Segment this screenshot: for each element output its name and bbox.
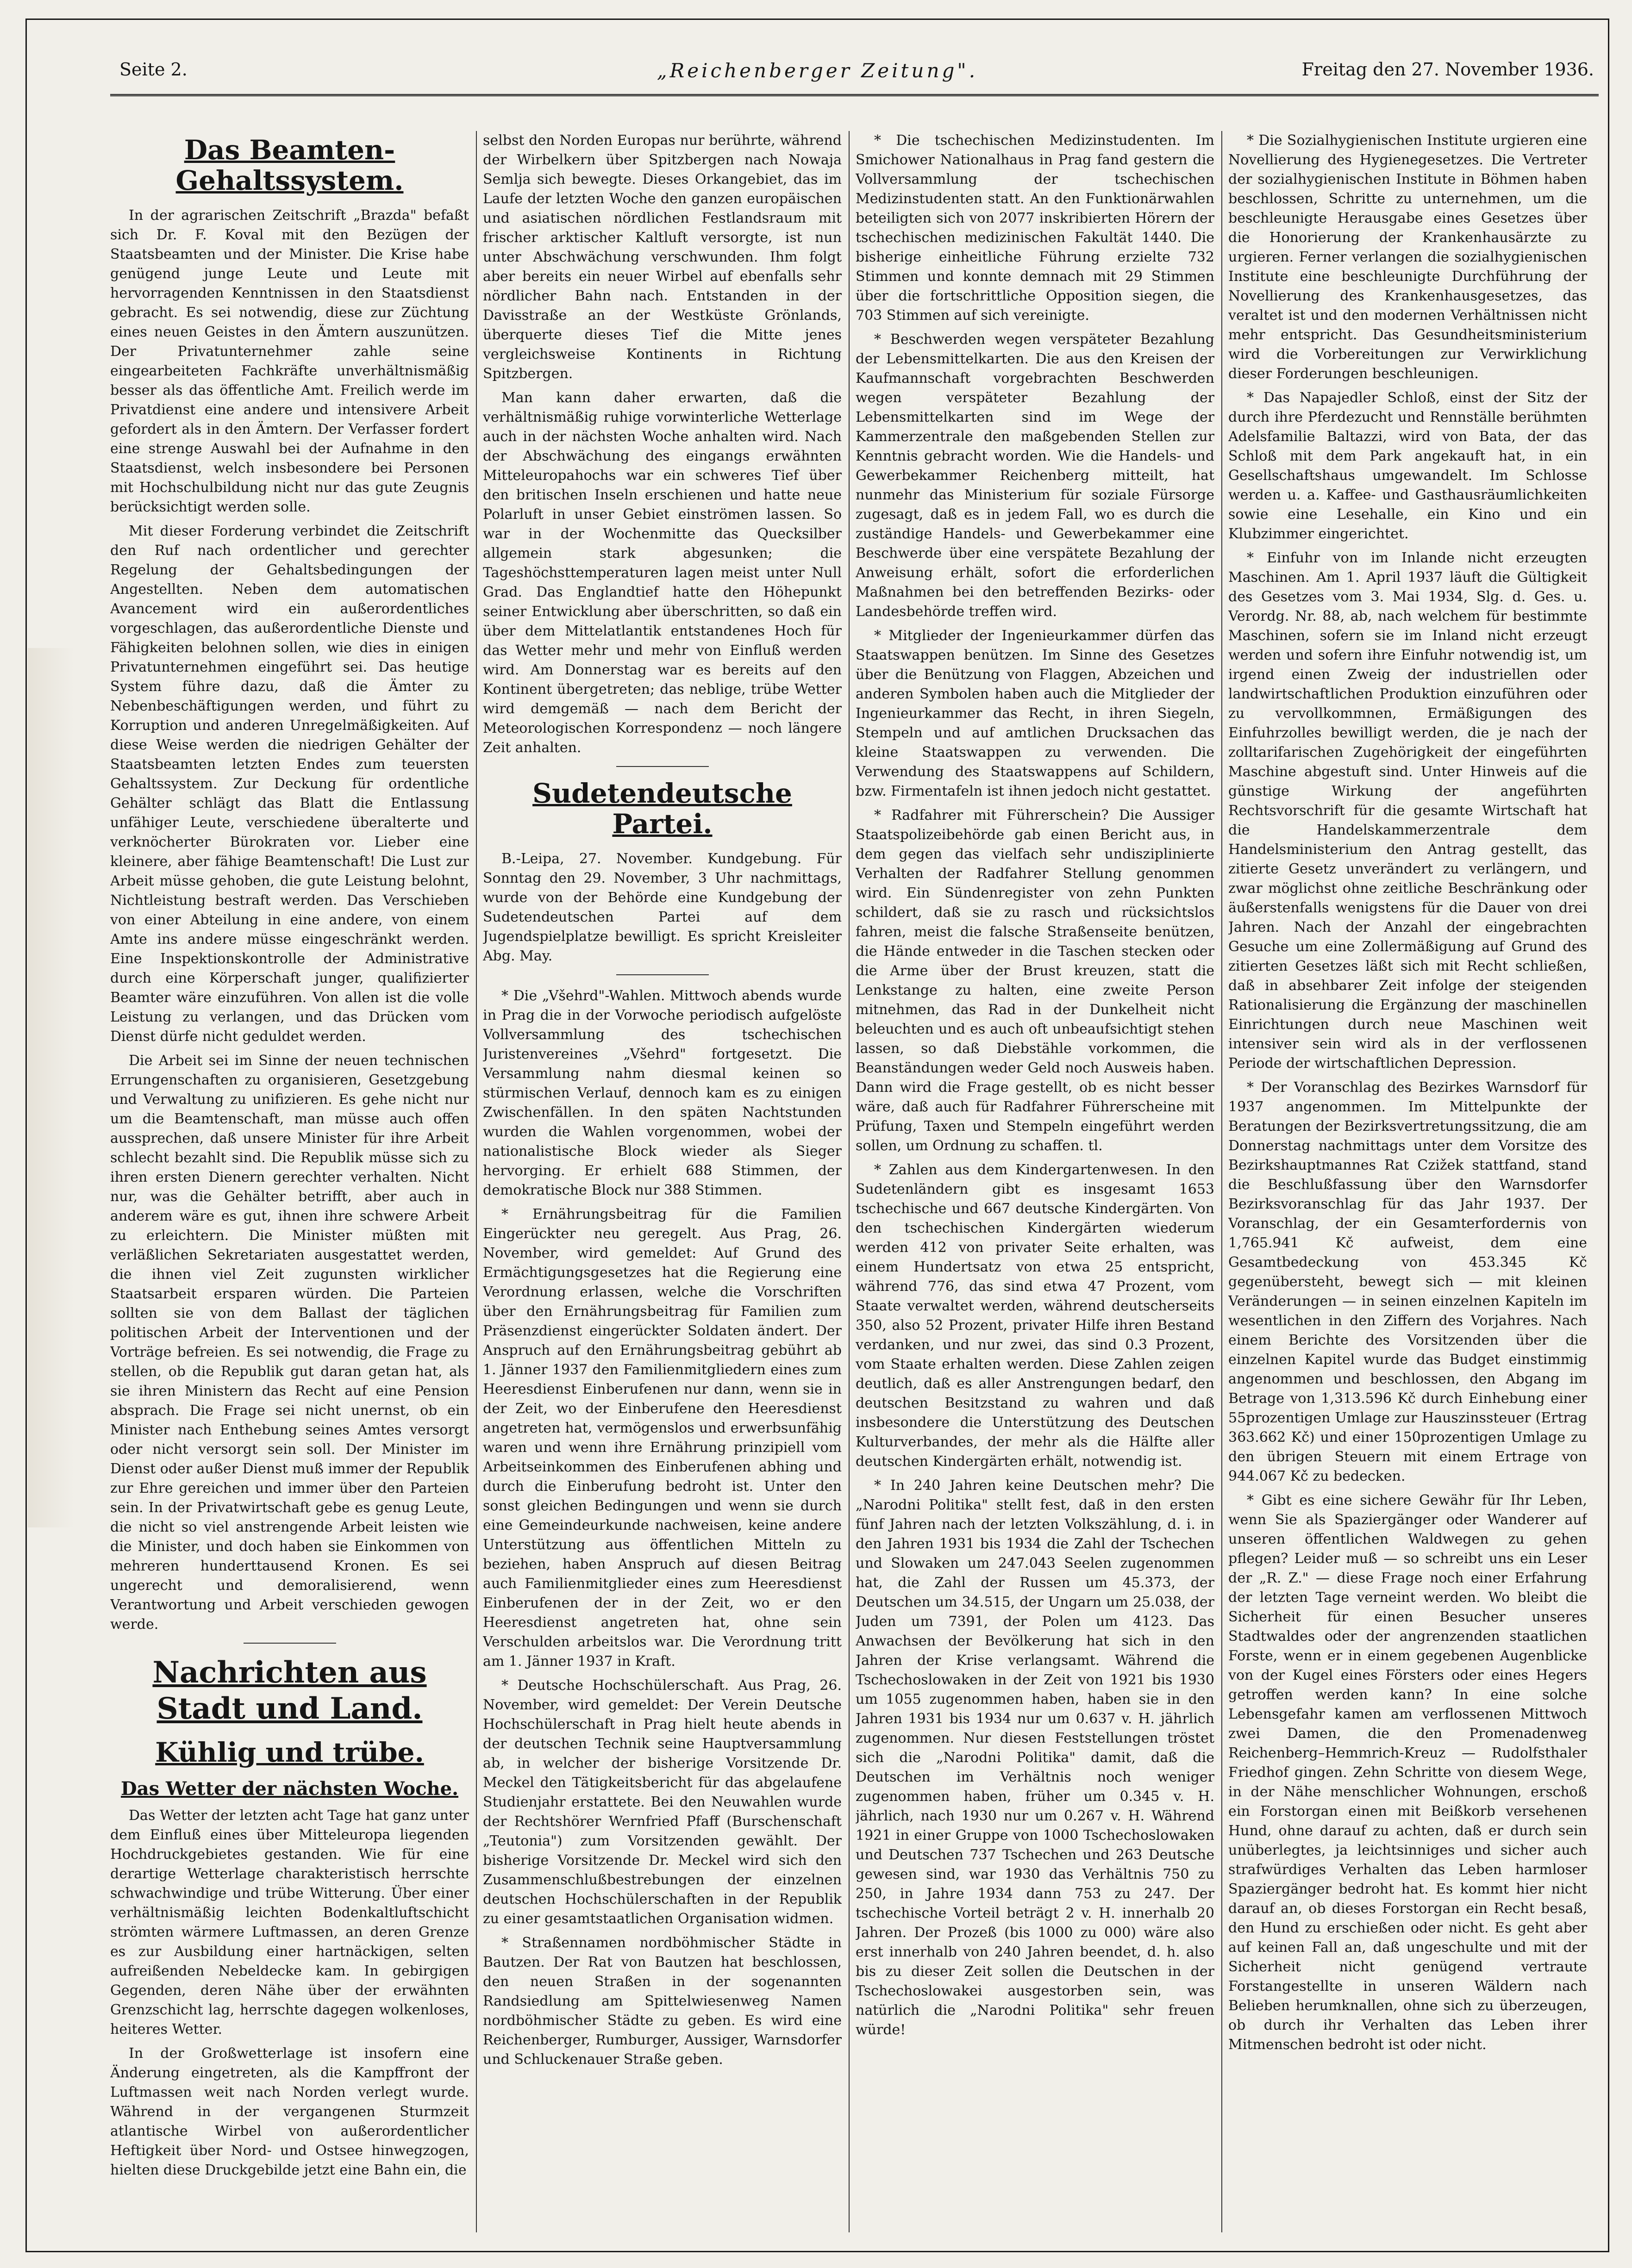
- news-item: * Straßennamen nordböhmischer Städte in Bautzen. Der Rat von Bautzen hat beschlossen, den neuen Straßen in der sogenannten Randsiedlung am Spittelwiesenweg Namen nordböhmischer Städte zu geben. Es wird eine Reichenberger, Rumburger, Aussiger, Warnsdorfer und Schluckenauer Straße geben.: [483, 1935, 842, 2068]
- article-paragraph: In der Großwetterlage ist insofern eine Änderung eingetreten, als die Kampffront der Luftmassen weit nach Norden verlegt wurde. Während in der vergangenen Sturmzeit atlantische Wirbel von außerordentlicher Heftigkeit über Nord- und Ostsee hinwegzogen, hielten diese Druckgebilde jetzt eine Bahn ein, die: [110, 2045, 469, 2178]
- issue-date: Freitag den 27. November 1936.: [1301, 59, 1594, 80]
- article-paragraph: Mit dieser Forderung verbindet die Zeitschrift den Ruf nach ordentlicher und gerechter Regelung der Gehaltsbedingungen der Angestellten. Neben dem automatischen Avancement wird ein außerordentliches vorgeschlagen, das außerordentliche Dienste und Fähigkeiten belohnen sollen, wie dies in einigen Privatunternehmen eingeführt sei. Das heutige System führe dazu, daß die Ämter zu Nebenbeschäftigungen werden, und führt zu Korruption und anderen Unregelmäßigkeiten. Auf diese Weise werden die niedrigen Gehälter der Staatsbeamten letzten Endes zum teuersten Gehaltssystem. Zur Deckung für ordentliche Gehälter schlägt das Blatt die Entlassung unfähiger Leute, verschiedene überalterte und verknöcherter Bürokraten vor. Lieber eine kleinere, aber fähige Beamtenschaft! Die Lust zur Arbeit müsse gehoben, die gute Leistung belohnt, Nichtleistung bestraft werden. Das Verschieben von einer Abteilung in eine andere, von einem Amte ins andere müsse eingeschränkt werden. Eine Inspektionskontrolle der Administrative durch eine Körperschaft junger, qualifizierter Beamter wäre einzuführen. Von allen ist die volle Leistung zu verlangen, und das Drücken vom Dienst dürfe nicht geduldet werden.: [110, 523, 469, 1045]
- column-rule: [1221, 131, 1222, 2232]
- section-divider: [616, 974, 709, 975]
- news-item: * Die Sozialhygienischen Institute urgieren eine Novellierung des Hygienegesetzes. Die Vertreter der sozialhygienischen Institute in Böhmen haben beschlossen, Schritte zu unternehmen, um die beschleunigte Herausgabe eines Gesetzes über die Honorierung der Krankenhausärzte zu urgieren. Ferner verlangen die sozialhygienischen Institute eine beschleunigte Durchführung der Novellierung des Krankenhausgesetzes, das veraltet ist und den modernen Verhältnissen nicht mehr entspricht. Das Gesundheitsministerium wird die Vorbereitungen zur Verwirklichung dieser Forderungen beschleunigen.: [1228, 132, 1587, 382]
- news-item: * Beschwerden wegen verspäteter Bezahlung der Lebensmittelkarten. Die aus den Kreisen der Kaufmannschaft vorgebrachten Beschwerden wegen verspäteter Bezahlung der Lebensmittelkarten sind im Wege der Kammerzentrale den maßgebenden Stellen zur Kenntnis gebracht worden. Wie die Handels- und Gewerbekammer Reichenberg mitteilt, hat nunmehr das Ministerium für soziale Fürsorge zugesagt, daß es in jedem Fall, wo es durch die zuständige Handels- und Gewerbekammer eine Beschwerde über eine verspätete Bezahlung der Anweisung erhält, sofort die erforderlichen Maßnahmen bei den betreffenden Bezirks- oder Landesbehörde treffen wird.: [856, 331, 1214, 620]
- article-paragraph: selbst den Norden Europas nur berührte, während der Wirbelkern über Spitzbergen nach Nowaja Semlja sich bewegte. Dieses Orkangebiet, das im Laufe der letzten Woche den ganzen europäischen und asiatischen nördlichen Festlandsraum mit frischer arktischer Kaltluft versorgte, ist nun unter Abschwächung verschwunden. Ihm folgt aber bereits ein neuer Wirbel auf ebenfalls sehr nördlicher Bahn nach. Entstanden in der Davisstraße an der Westküste Grönlands, überquerte dieses Tief die Mitte jenes vergleichsweise Kontinents in Richtung Spitzbergen.: [483, 132, 842, 382]
- newspaper-title: „Reichenberger Zeitung".: [657, 59, 978, 82]
- news-item: * In 240 Jahren keine Deutschen mehr? Die „Narodni Politika" stellt fest, daß in den ersten fünf Jahren nach der letzten Volkszählung, d. i. in den Jahren 1931 bis 1934 die Zahl der Tschechen und Slowaken um 247.043 Seelen zugenommen hat, die Zahl der Russen um 45.373, der Deutschen um 34.515, der Ungarn um 25.038, der Juden um 7391, der Polen um 4123. Das Anwachsen der Bevölkerung hat sich in den Jahren der Krise verlangsamt. Während die Tschechoslowaken in der Zeit von 1921 bis 1930 um 1055 zugenommen haben, haben sie in den Jahren 1931 bis 1934 nur um 0.637 v. H. jährlich zugenommen. Nur diesen Feststellungen tröstet sich die „Narodni Politika" damit, daß die Deutschen im Verhältnis noch weniger zugenommen haben, früher um 0.345 v. H. jährlich, nach 1930 nur um 0.267 v. H. Während 1921 in einer Gruppe von 1000 Tschechoslowaken und Deutschen 737 Tschechen und 263 Deutsche gewesen sind, war 1930 das Verhältnis 750 zu 250, in Jahre 1934 dann 753 zu 247. Der tschechische Vorteil beträgt 2 v. H. innerhalb 20 Jahren. Der Prozeß (bis 1000 zu 000) wäre also erst innerhalb von 240 Jahren beendet, d. h. also bis zu dieser Zeit sollen die Deutschen in der Tschechoslowakei ausgestorben sein, was natürlich die „Narodni Politika" sehr freuen würde!: [856, 1477, 1214, 2038]
- section-headline-nachrichten: Nachrichten aus Stadt und Land.: [152, 1655, 427, 1726]
- column-4: [1228, 131, 1587, 2232]
- news-item: * Die „Všehrd"-Wahlen. Mittwoch abends wurde in Prag die in der Vorwoche periodisch aufgelöste Vollversammlung des tschechischen Juristenvereines „Všehrd" fortgesetzt. Die Versammlung nahm diesmal keinen so stürmischen Verlauf, dennoch kam es zu einigen Zwischenfällen. In den späten Nachtstunden wurden die Wahlen vorgenommen, wobei der nationalistische Block wieder als Sieger hervorging. Er erhielt 688 Stimmen, der demokratische Block nur 388 Stimmen.: [483, 988, 842, 1198]
- news-item: * Gibt es eine sichere Gewähr für Ihr Leben, wenn Sie als Spaziergänger oder Wanderer auf unseren öffentlichen Waldwegen zu gehen pflegen? Leider muß — so schreibt uns ein Leser der „R. Z." — diese Frage noch einer Erfahrung der letzten Tage verneint werden. Wo bleibt die Sicherheit für einen Besucher unseres Stadtwaldes oder der angrenzenden staatlichen Forste, wenn er in einem gegebenen Augenblicke von der Kugel eines Försters oder eines Hegers getroffen werden kann? In eine solche Lebensgefahr kamen am verflossenen Mittwoch zwei Damen, die den Promenadenweg Reichenberg–Hemmrich-Kreuz — Rudolfsthaler Friedhof gingen. Zehn Schritte von diesem Wege, in der Nähe menschlicher Wohnungen, erschoß ein Forstorgan einen mit Beißkorb versehenen Hund, ohne darauf zu achten, daß er durch sein unüberlegtes, ja leichtsinniges und sicher auch strafwürdiges Verhalten das Leben harmloser Spaziergänger bedroht hat. Es kommt hier nicht darauf an, ob dieses Forstorgan ein Recht besaß, den Hund zu erschießen oder nicht. Es geht aber auf keinen Fall an, daß ungeschulte und mit der Sicherheit nicht genügend vertraute Forstangestellte in unseren Wäldern nach Belieben herumknallen, ohne sich zu überzeugen, ob durch ihr Verhalten das Leben ihrer Mitmenschen bedroht ist oder nicht.: [1228, 1492, 1587, 2053]
- news-item: B.-Leipa, 27. November. Kundgebung. Für Sonntag den 29. November, 3 Uhr nachmittags, wurde von der Behörde eine Kundgebung der Sudetendeutschen Partei auf dem Jugendspielplatze bewilligt. Es spricht Kreisleiter Abg. May.: [483, 851, 842, 964]
- news-item: * Einfuhr von im Inlande nicht erzeugten Maschinen. Am 1. April 1937 läuft die Gültigkeit des Gesetzes vom 3. Mai 1934, Slg. d. Ges. u. Verordg. Nr. 88, ab, nach welchem für bestimmte Maschinen, sofern sie im Inland nicht erzeugt werden und sofern ihre Einfuhr notwendig ist, um irgend einen Zweig der industriellen oder landwirtschaftlichen Produktion einzuführen oder zu vervollkommnen, Ermäßigungen des Einfuhrzolles bewilligt werden, die je nach der zolltarifarischen Zugehörigkeit der eingeführten Maschine abgestuft sind. Unter Hinweis auf die günstige Wirkung der angeführten Rechtsvorschrift für die gesamte Wirtschaft hat die Handelskammerzentrale dem Handelsministerium den Antrag gestellt, das zitierte Gesetz unverändert zu verlängern, und zwar möglichst ohne zeitliche Beschränkung oder äußerstenfalls wenigstens für die Dauer von drei Jahren. Nach der Anzahl der eingebrachten Gesuche um eine Zollermäßigung auf Grund des zitierten Gesetzes läßt sich mit Recht schließen, daß in absehbarer Zeit infolge der steigenden Rationalisierung die Ergänzung der maschinellen Einrichtungen durch neue Maschinen weit intensiver sein wird als in der verflossenen Periode der wirtschaftlichen Depression.: [1228, 550, 1587, 1072]
- page-number: Seite 2.: [119, 59, 188, 80]
- headline-beamten-gehaltssystem: Das Beamten-Gehaltssystem.: [175, 134, 404, 196]
- column-3: [856, 131, 1214, 2232]
- news-item: * Der Voranschlag des Bezirkes Warnsdorf für 1937 angenommen. Im Mittelpunkte der Beratungen der Bezirksvertretungssitzung, die am Donnerstag nachmittags unter dem Vorsitze des Bezirkshauptmannes Rat Czižek stattfand, stand die Beschlußfassung über den Warnsdorfer Bezirksvoranschlag für das Jahr 1937. Der Voranschlag, der ein Gesamterfordernis von 1,765.941 Kč aufweist, dem eine Gesamtbedeckung von 453.345 Kč gegenübersteht, bewegt sich — mit kleinen Veränderungen — in seinen einzelnen Kapiteln im wesentlichen in den Ziffern des Vorjahres. Nach einem Berichte des Vorsitzenden über die einzelnen Kapitel wurde das Budget einstimmig angenommen und beschlossen, den Abgang im Betrage von 1,313.596 Kč durch Einhebung einer 55prozentigen Umlage zur Hauszinssteuer (Ertrag 363.662 Kč) und einer 150prozentigen Umlage zu den übrigen Steuern mit einem Ertrage von 944.067 Kč zu bedecken.: [1228, 1079, 1587, 1484]
- news-item: * Zahlen aus dem Kindergartenwesen. In den Sudetenländern gibt es insgesamt 1653 tschechische und 667 deutsche Kindergärten. Von den tschechischen Kindergärten wiederum werden 412 von privater Seite erhalten, was einem Hundertsatz von etwa 25 entspricht, während 776, das sind etwa 47 Prozent, vom Staate verwaltet werden, während deutscherseits 350, also 52 Prozent, privater Hilfe ihren Bestand verdanken, und nur zwei, das sind 0.3 Prozent, vom Staate erhalten werden. Diese Zahlen zeigen deutlich, daß es aller Anstrengungen bedarf, den deutschen Besitzstand zu wahren und daß insbesondere die Unterstützung des Deutschen Kulturverbandes, der mehr als die Hälfte aller deutschen Kindergärten erhält, notwendig ist.: [856, 1162, 1214, 1470]
- subheadline-wetter: Das Wetter der nächsten Woche.: [120, 1778, 459, 1800]
- section-divider: [616, 766, 709, 767]
- masthead: [27, 20, 1608, 131]
- column-2: [483, 131, 842, 2232]
- article-paragraph: Das Wetter der letzten acht Tage hat ganz unter dem Einfluß eines über Mitteleuropa liegenden Hochdruckgebietes gestanden. Wie für eine derartige Wetterlage charakteristisch herrschte schwachwindige und trübe Witterung. Über einer verhältnismäßig leichten Bodenkaltluftschicht strömten wärmere Luftmassen, an deren Grenze es zur Ausbildung einer hartnäckigen, selten aufreißenden Nebeldecke kam. In gebirgigen Gegenden, deren Nähe über der erwähnten Grenzschicht lag, herrschte dagegen wolkenloses, heiteres Wetter.: [110, 1807, 469, 2037]
- headline-sudetendeutsche-partei: Sudetendeutsche Partei.: [532, 778, 792, 840]
- column-rule: [849, 131, 850, 2232]
- article-paragraph: Die Arbeit sei im Sinne der neuen technischen Errungenschaften zu organisieren, Gesetzgebung und Verwaltung zu unifizieren. Es gehe nicht nur um die Beamtenschaft, man müsse auch offen aussprechen, daß unsere Minister für ihre Arbeit schlecht bezahlt sind. Die Republik müsse sich zu ihren ersten Dienern gerechter verhalten. Nicht nur, was die Gehälter betrifft, aber auch in anderem wäre es gut, ihnen ihre schwere Arbeit zu erleichtern. Die Minister müßten mit verläßlichen Sekretariaten ausgestattet werden, die ihnen viel Zeit zugunsten wirklicher Staatsarbeit ersparen würden. Die Parteien sollten sie von dem Ballast der täglichen politischen Arbeit der Interventionen und der Vorträge befreien. Es sei notwendig, die Frage zu stellen, ob die Republik gut daran getan hat, als sie ihren Ministern das Recht auf eine Pension absprach. Die Frage sei nicht unernst, ob ein Minister nach Enthebung seines Amtes versorgt oder nicht versorgt sein soll. Der Minister im Dienst oder außer Dienst muß immer der Republik zur Ehre gereichen und immer über den Parteien sein. In der Privatwirtschaft gebe es genug Leute, die nicht so viel anstrengende Arbeit leisten wie die Minister, und doch haben sie Einkommen von mehreren hunderttausend Kronen. Es sei ungerecht und demoralisierend, wenn Verantwortung und Arbeit verschieden gewogen werde.: [110, 1053, 469, 1632]
- news-item: * Ernährungsbeitrag für die Familien Eingerückter neu geregelt. Aus Prag, 26. November, wird gemeldet: Auf Grund des Ermächtigungsgesetzes hat die Regierung eine Verordnung erlassen, welche die Vorschriften über den Ernährungsbeitrag für Familien zum Präsenzdienst eingerückter Soldaten ändert. Der Anspruch auf den Ernährungsbeitrag gebührt ab 1. Jänner 1937 den Familienmitgliedern eines zum Heeresdienst Einberufenen nur dann, wenn sie in der Zeit, wo der Einberufene den Heeresdienst angetreten hat, vermögenslos und erwerbsunfähig waren und wenn ihre Ernährung prinzipiell vom Arbeitseinkommen des Einberufenen abhing und durch die Einberufung bedroht ist. Unter den sonst gleichen Bedingungen und wenn sie durch eine Gemeindeurkunde nachweisen, keine andere Unterstützung aus öffentlichen Mitteln zu beziehen, haben Anspruch auf diesen Beitrag auch Familienmitglieder eines zum Heeresdienst Einberufenen der in der Zeit, wo er den Heeresdienst angetreten hat, ohne sein Verschulden arbeitslos war. Die Verordnung tritt am 1. Jänner 1937 in Kraft.: [483, 1206, 842, 1670]
- news-item: * Die tschechischen Medizinstudenten. Im Smichower Nationalhaus in Prag fand gestern die Vollversammlung der tschechischen Medizinstudenten statt. An den Funktionärwahlen beteiligten sich von 2077 inskribierten Hörern der tschechischen medizinischen Fakultät 1440. Die bisherige einheitliche Führung erzielte 732 Stimmen und konnte demnach mit 29 Stimmen über die fortschrittliche Opposition siegen, die 703 Stimmen auf sich vereinigte.: [856, 132, 1214, 324]
- section-divider: [244, 1643, 336, 1644]
- masthead-rule: [110, 94, 1599, 96]
- news-item: * Radfahrer mit Führerschein? Die Aussiger Staatspolizeibehörde gab einen Bericht aus, in dem gegen das vielfach sehr undisziplinierte Verhalten der Radfahrer Stellung genommen wird. Ein Sündenregister von zehn Punkten schildert, daß sie zu rasch und rücksichtslos fahren, meist die falsche Straßenseite benützen, die Hände entweder in die Taschen stecken oder die Arme über der Brust kreuzen, statt die Lenkstange zu halten, eine zweite Person mitnehmen, das Rad in der Dunkelheit nicht beleuchten und es auch oft unbeaufsichtigt stehen lassen, so daß Diebstähle vorkommen, die Beanständungen weder Geld noch Ausweis haben. Dann wird die Frage gestellt, ob es nicht besser wäre, daß auch für Radfahrer Führerscheine mit Prüfung, Taxen und Stempeln eingeführt werden sollen, um Ordnung zu schaffen. tl.: [856, 807, 1214, 1154]
- newspaper-page: [25, 19, 1609, 2252]
- news-item: * Deutsche Hochschülerschaft. Aus Prag, 26. November, wird gemeldet: Der Verein Deutsche Hochschülerschaft in Prag hielt heute abends in der deutschen Technik seine Hauptversammlung ab, in welcher der bisherige Vorsitzende Dr. Meckel den Tätigkeitsbericht für das abgelaufene Studienjahr erstattete. Bei den Neuwahlen wurde der Rechtshörer Wernfried Pfaff (Burschenschaft „Teutonia") zum Vorsitzenden gewählt. Der bisherige Vorsitzende Dr. Meckel wird sich den Zusammenschlußbestrebungen der einzelnen deutschen Hochschülerschaften in der Republik zu einer gesamtstaatlichen Organisation widmen.: [483, 1677, 842, 1927]
- headline-kuehlig-und-truebe: Kühlig und trübe.: [155, 1737, 424, 1768]
- news-item: * Mitglieder der Ingenieurkammer dürfen das Staatswappen benützen. Im Sinne des Gesetzes über die Benützung von Flaggen, Abzeichen und anderen Symbolen haben auch die Mitglieder der Ingenieurkammer das Recht, in ihren Siegeln, Stempeln und auf amtlichen Drucksachen das kleine Staatswappen zu verwenden. Die Verwendung des Staatswappens auf Schildern, bzw. Firmentafeln ist ihnen jedoch nicht gestattet.: [856, 628, 1214, 799]
- article-columns: [110, 131, 1599, 2232]
- column-1: [110, 131, 469, 2232]
- article-paragraph: In der agrarischen Zeitschrift „Brazda" befaßt sich Dr. F. Koval mit den Bezügen der Staatsbeamten und der Minister. Die Krise habe genügend junge Leute und Leute mit hervorragenden Kenntnissen in den Staatsdienst gebracht. Es sei notwendig, diese zur Züchtung eines neuen Geistes in den Ämtern auszunützen. Der Privatunternehmer zahle seine eingearbeiteten Fachkräfte unverhältnismäßig besser als das öffentliche Amt. Freilich werde im Privatdienst eine andere und intensivere Arbeit gefordert als in den Ämtern. Der Verfasser fordert eine strenge Auswahl bei der Aufnahme in den Staatsdienst, welch insbesondere bei Personen mit Hochschulbildung nicht nur das gute Zeugnis berücksichtigt werden solle.: [110, 207, 469, 515]
- news-item: * Das Napajedler Schloß, einst der Sitz der durch ihre Pferdezucht und Rennställe berühmten Adelsfamilie Baltazzi, wird von Bata, der das Schloß mit dem Park angekauft hat, in ein Gesellschaftshaus umgewandelt. Im Schlosse werden u. a. Kaffee- und Gasthausräumlichkeiten sowie eine Lesehalle, ein Kino und ein Klubzimmer eingerichtet.: [1228, 390, 1587, 542]
- column-rule: [476, 131, 477, 2232]
- article-paragraph: Man kann daher erwarten, daß die verhältnismäßig ruhige vorwinterliche Wetterlage auch in der nächsten Woche anhalten wird. Nach der Abschwächung des eingangs erwähnten Mitteleuropahochs war ein schweres Tief über den britischen Inseln erschienen und hatte neue Polarluft in unser Gebiet einströmen lassen. So war in der Wochenmitte das Quecksilber allgemein stark abgesunken; die Tageshöchsttemperaturen lagen meist unter Null Grad. Das Englandtief hatte den Höhepunkt seiner Entwicklung aber überschritten, so daß ein über dem Mittelatlantik entstandenes Hoch für das Wetter mehr und mehr von Einfluß werden wird. Am Donnerstag war es bereits auf den Kontinent übergetreten; das neblige, trübe Wetter wird demgemäß — nach dem Bericht der Meteorologischen Korrespondenz — noch längere Zeit anhalten.: [483, 390, 842, 756]
